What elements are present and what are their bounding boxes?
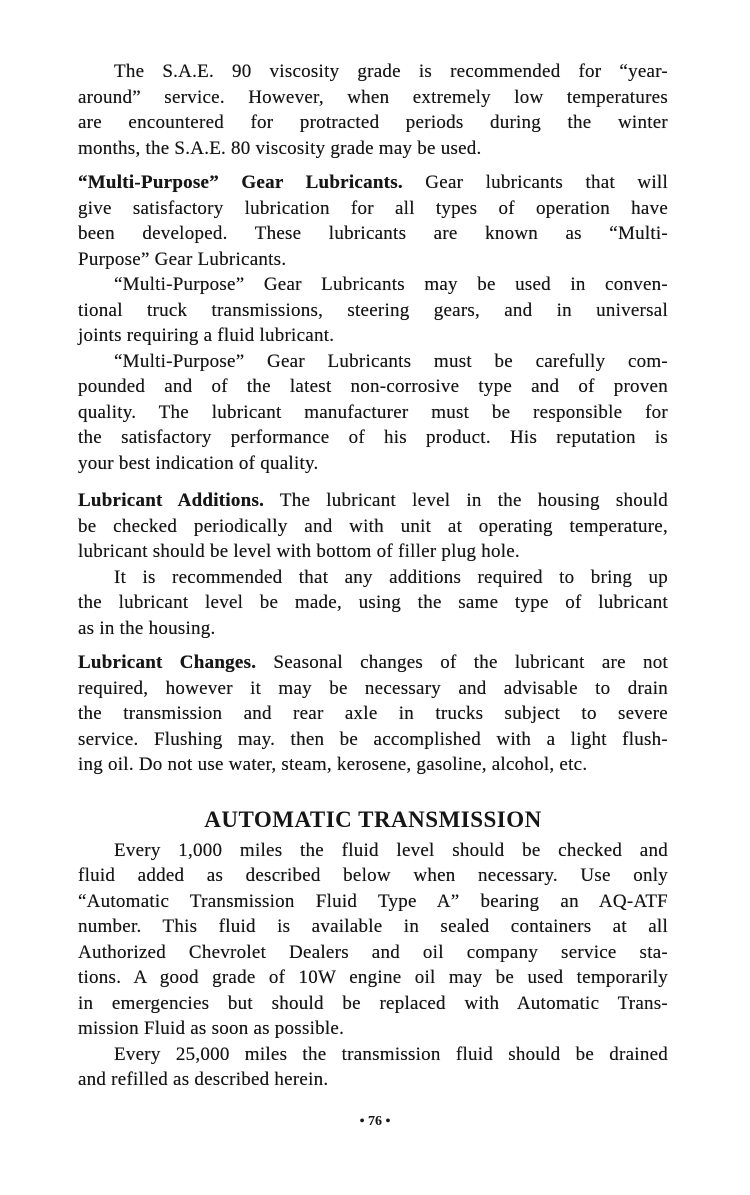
paragraph-lead-heading: “Multi-Purpose” Gear Lubricants. [78, 172, 403, 193]
text-line [78, 349, 668, 375]
paragraph [78, 565, 668, 642]
line-text: lubricant should be level with bottom of filler plug hole. [78, 541, 520, 562]
line-text: as in the housing. [78, 617, 216, 639]
section-heading: AUTOMATIC TRANSMISSION [204, 806, 542, 832]
text-line [78, 676, 668, 702]
line-text: months, the S.A.E. 80 viscosity grade may be used. [78, 137, 482, 159]
paragraph [78, 272, 668, 349]
paragraph-lead-heading: Lubricant Changes. [78, 652, 257, 673]
text-line [78, 59, 668, 85]
line-text: pounded and of the latest non-corrosive type and of proven [78, 376, 668, 397]
paragraph [78, 170, 668, 272]
paragraph [78, 838, 668, 1042]
line-text: give satisfactory lubrication for all types of operation have [78, 197, 668, 219]
line-text: the satisfactory performance of his product. His reputation is [78, 427, 668, 448]
text-line [78, 221, 668, 247]
line-text: “Multi-Purpose” Gear Lubricants must be carefully com- [114, 350, 668, 372]
line-text: “Multi-Purpose” Gear Lubricants may be used in conven- [114, 274, 668, 295]
text-line [78, 451, 668, 477]
line-text: and refilled as described herein. [78, 1069, 329, 1090]
text-line [78, 136, 668, 162]
paragraph [78, 488, 668, 565]
line-text: Every 1,000 miles the fluid level should be checked and [114, 839, 668, 861]
automatic-transmission-section [78, 838, 668, 1093]
text-line [78, 650, 668, 676]
text-line [78, 298, 668, 324]
paragraph [78, 1042, 668, 1093]
line-text: the transmission and rear axle in trucks subject to severe [78, 703, 668, 724]
text-line [78, 196, 668, 222]
line-text: Purpose” Gear Lubricants. [78, 248, 287, 270]
paragraph-lead-heading: Lubricant Additions. [78, 490, 265, 511]
line-text: “Automatic Transmission Fluid Type A” bearing an AQ-ATF [78, 890, 668, 912]
text-line [78, 323, 668, 349]
line-text: are encountered for protracted periods during the winter [78, 112, 668, 133]
text-line [78, 514, 668, 540]
line-text: number. This fluid is available in sealed containers at all [78, 916, 668, 937]
text-line [78, 85, 668, 111]
line-text: the lubricant level be made, using the same type of lubricant [78, 592, 668, 613]
text-line [78, 889, 668, 915]
line-text: Every 25,000 miles the transmission fluid should be drained [114, 1043, 668, 1065]
line-text: Authorized Chevrolet Dealers and oil company service sta- [78, 941, 668, 963]
text-line [78, 170, 668, 196]
text-line [78, 838, 668, 864]
line-text: around” service. However, when extremely low temperatures [78, 86, 668, 108]
text-line [78, 425, 668, 451]
text-line [78, 863, 668, 889]
text-line [78, 1067, 668, 1093]
text-line [78, 539, 668, 565]
line-text: tional truck transmissions, steering gears, and in universal [78, 299, 668, 321]
line-text: joints requiring a fluid lubricant. [78, 325, 335, 346]
text-line [78, 914, 668, 940]
line-text: be checked periodically and with unit at operating temperature, [78, 515, 668, 537]
text-line [78, 991, 668, 1017]
text-line [78, 272, 668, 298]
text-line [78, 400, 668, 426]
text-line [78, 1016, 668, 1042]
text-line [78, 110, 668, 136]
text-line [78, 752, 668, 778]
text-line [78, 374, 668, 400]
line-text: mission Fluid as soon as possible. [78, 1018, 345, 1039]
text-line [78, 616, 668, 642]
line-text: It is recommended that any additions required to bring up [114, 566, 668, 588]
text-line [78, 701, 668, 727]
line-text: Gear lubricants that will [402, 172, 668, 193]
line-text: ing oil. Do not use water, steam, kerosene, gasoline, alcohol, etc. [78, 754, 588, 775]
line-text: quality. The lubricant manufacturer must be responsible for [78, 401, 668, 423]
paragraph [78, 59, 668, 161]
paragraph [78, 349, 668, 477]
text-line [78, 590, 668, 616]
text-line [78, 1042, 668, 1068]
line-text: your best indication of quality. [78, 452, 319, 474]
text-line [78, 727, 668, 753]
paragraph [78, 650, 668, 778]
line-text: Seasonal changes of the lubricant are not [256, 652, 668, 673]
text-line [78, 940, 668, 966]
line-text: in emergencies but should be replaced with Automatic Trans- [78, 992, 668, 1014]
line-text: The lubricant level in the housing should [264, 490, 668, 511]
line-text: service. Flushing may. then be accomplished with a light flush- [78, 728, 668, 750]
page-number: • 76 • [359, 1114, 391, 1129]
gear-lubricant-section [78, 59, 668, 778]
line-text: tions. A good grade of 10W engine oil may be used temporarily [78, 967, 668, 988]
page-body [78, 59, 668, 1093]
line-text: The S.A.E. 90 viscosity grade is recommended for “year- [114, 61, 668, 82]
text-line [78, 965, 668, 991]
text-line [78, 565, 668, 591]
line-text: fluid added as described below when necessary. Use only [78, 865, 668, 886]
line-text: been developed. These lubricants are known as “Multi- [78, 223, 668, 244]
line-text: required, however it may be necessary and advisable to drain [78, 677, 668, 699]
text-line [78, 488, 668, 514]
text-line [78, 247, 668, 273]
